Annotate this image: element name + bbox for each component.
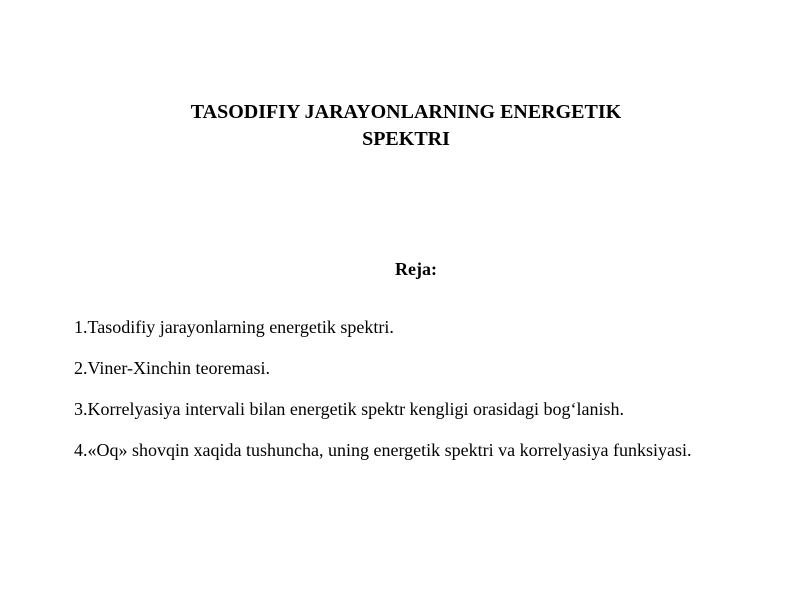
plan-heading: Reja: xyxy=(395,259,437,279)
plan-item-3: 3.Korrelyasiya intervali bilan energetik spektr kengligi orasidagi bog‘lanish. xyxy=(74,399,625,419)
document-title xyxy=(0,99,800,153)
plan-item-2: 2.Viner-Xinchin teoremasi. xyxy=(74,358,270,378)
document-title-line-1: TASODIFIY JARAYONLARNING ENERGETIK xyxy=(190,101,622,123)
document-title-line-2: SPEKTRI xyxy=(362,128,450,150)
plan-item-1: 1.Tasodifiy jarayonlarning energetik spektri. xyxy=(74,317,394,337)
plan-list xyxy=(32,309,758,473)
plan-item-4: 4.«Oq» shovqin xaqida tushuncha, uning energetik spektri va korrelyasiya funksiyasi. xyxy=(74,440,692,460)
